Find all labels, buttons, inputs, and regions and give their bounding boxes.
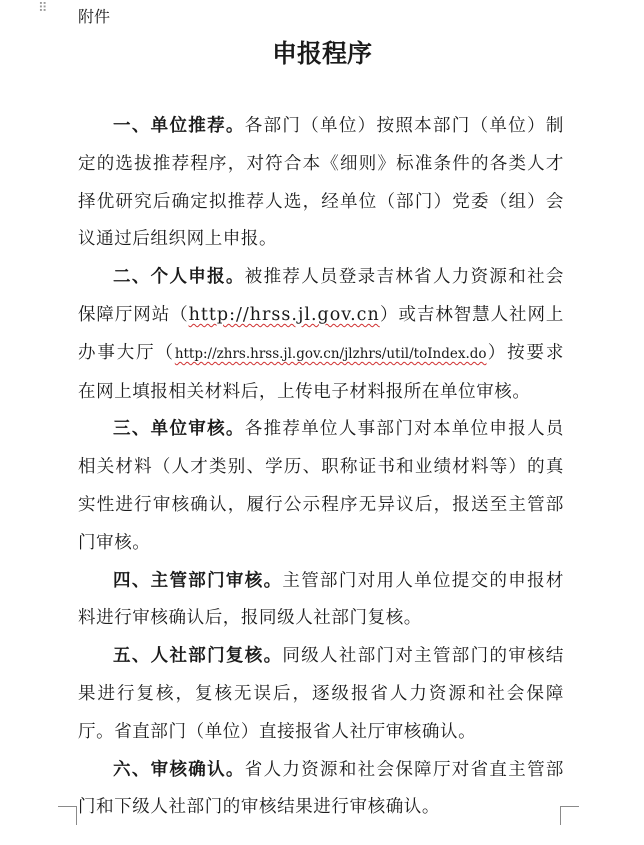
- section-heading: 三、单位审核。: [113, 419, 245, 440]
- section-heading: 二、个人申报。: [113, 267, 245, 288]
- section-5: [78, 638, 564, 751]
- section-heading: 五、人社部门复核。: [113, 646, 283, 667]
- section-4: [78, 563, 564, 639]
- section-6: [78, 752, 564, 828]
- section-heading: 一、单位推荐。: [113, 116, 245, 136]
- section-heading: 六、审核确认。: [113, 759, 245, 780]
- section-2: [78, 259, 564, 411]
- section-text: 主管部门对用人单位提交的申报材料进行审核确认后，报同级人社部门复核。: [78, 570, 565, 629]
- hrss-url-link[interactable]: http://hrss.jl.gov.cn: [188, 304, 380, 325]
- attachment-label: 附件: [78, 7, 111, 26]
- zhrs-url-link[interactable]: http://zhrs.hrss.jl.gov.cn/jlzhrs/util/toIndex.do: [174, 345, 487, 362]
- section-text: 各推荐单位人事部门对本单位申报人员相关材料（人才类别、学历、职称证书和业绩材料等）的真实性进行审核确认，履行公示程序无异议后，报送至主管部门审核。: [78, 419, 564, 553]
- page-corner-mark-left: [58, 806, 77, 825]
- section-text: 省人力资源和社会保障厅对省直主管部门和下级人社部门的审核结果进行审核确认。: [78, 759, 564, 818]
- document-title: 申报程序: [271, 39, 372, 68]
- page-corner-mark-right: [560, 806, 579, 825]
- section-heading: 四、主管部门审核。: [113, 570, 283, 591]
- drag-handle-icon[interactable]: ⠿: [38, 1, 49, 16]
- section-text: 被推荐人员登录吉林省人力资源和社会保障厅网站（: [78, 267, 564, 325]
- section-text: 同级人社部门对主管部门的审核结果进行复核，复核无误后，逐级报省人力资源和社会保障厅。省直部门（单位）直接报省人社厅审核确认。: [78, 646, 565, 742]
- section-text: ）或吉林智慧人社网上办事大厅（: [78, 304, 564, 363]
- document-body: [78, 108, 564, 827]
- section-1: [78, 108, 564, 259]
- section-text: 各部门（单位）按照本部门（单位）制定的选拔推荐程序，对符合本《细则》标准条件的各类人才择优研究后确定拟推荐人选，经单位（部门）党委（组）会议通过后组织网上申报。: [78, 116, 564, 250]
- section-text: ）按要求在网上填报相关材料后，上传电子材料报所在单位审核。: [78, 342, 564, 402]
- section-3: [78, 411, 564, 562]
